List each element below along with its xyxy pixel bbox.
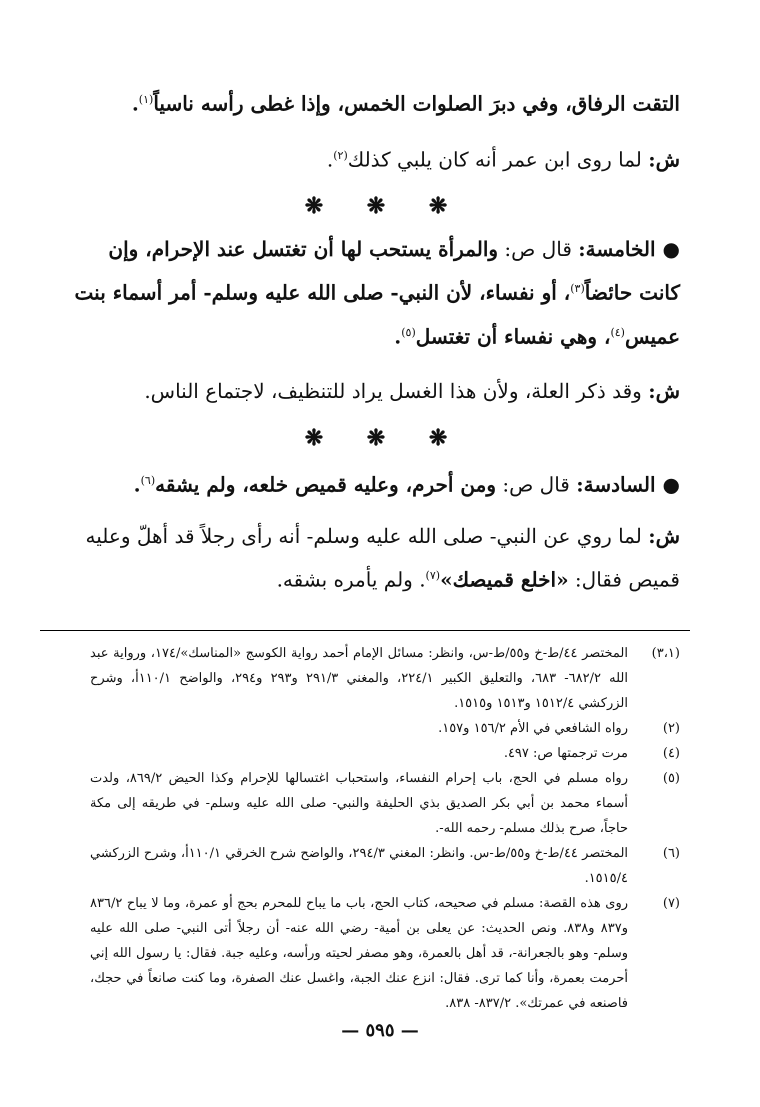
footnote-number: (٤) (662, 745, 680, 761)
commentary-text: لما روى ابن عمر أنه كان يلبي كذلك (347, 147, 649, 172)
footnote-text: روى هذه القصة: مسلم في صحيحه، كتاب الحج، باب ما يباح للمحرم بحج أو عمرة، وما لا يباح ٨٣٦/٢ و٨٣٧ و٨٣٨. ونص الحديث: عن يعلى بن أمية- رضي الله عنه- أن رجلاً أتى النبي- صلى الله عليه وسلم- وهو بالجعرانة-، قد أهل بالعمرة، وهو مصفر لحيته ورأسه، وعليه جبة. فقال: يا رسول الله إني أحرمت بعمرة، وأنا كما ترى. فقال: انزع عنك الجبة، واغسل عنك الصفرة، وما كنت صانعاً في حجك، فاصنعه في عمرتك». ٨٣٧/٢- ٨٣٨. (90, 895, 628, 1011)
footnote-number: (٧) (662, 895, 680, 911)
bullet-icon: ● (662, 472, 680, 497)
section-intro: قال ص: (498, 237, 579, 262)
section-label: الخامسة: (578, 237, 656, 262)
page-number: — ٥٩٥ — (341, 1020, 419, 1041)
footnote-ref: (٢) (333, 148, 348, 162)
section-sixth (90, 461, 680, 505)
period: . (131, 91, 139, 116)
footnote-number: (٥) (662, 770, 680, 786)
section-intro: قال ص: (496, 472, 577, 497)
footnote-text: مرت ترجمتها ص: ٤٩٧. (503, 745, 628, 761)
commentary-paragraph (90, 136, 680, 180)
footnote-text: رواه مسلم في الحج، باب إحرام النفساء، واستحباب اغتسالها للإحرام وكذا الحيض ٨٦٩/٢، ولدت أسماء محمد بن أبي بكر الصديق بذي الحليفة والنبي- صلى الله عليه وسلم- في طريقه إلى مكة حاجاً، صرح بذلك مسلم- رحمه الله-. (90, 770, 628, 836)
footnote-ref: (١) (138, 93, 154, 106)
line (90, 313, 680, 357)
text: قميص فقال: (568, 567, 680, 592)
footnote-divider (40, 630, 690, 631)
commentary-prefix: ش: (648, 378, 680, 403)
text: لما روي عن النبي- صلى الله عليه وسلم- أنه رأى رجلاً قد أهلّ وعليه (85, 524, 649, 549)
text: ، أو نفساء، لأن النبي- صلى الله عليه وسلم- أمر أسماء بنت (74, 280, 571, 305)
footnote-ref: (٥) (401, 325, 416, 339)
line (85, 516, 680, 556)
footnote-ref: (٣) (570, 282, 585, 296)
line (74, 269, 680, 313)
section-text: ومن أحرم، وعليه قميص خلعه، ولم يشقه (155, 472, 497, 497)
section-separator: ❋ ❋ ❋ (304, 193, 466, 220)
section-fifth (74, 229, 680, 356)
footnote-number: (٦) (662, 845, 680, 861)
hadith-quote: «اخلع قميصك» (440, 567, 569, 592)
footnote-text: المختصر ٤٤/ط-خ و٥٥/ط-س، وانظر: مسائل الإمام أحمد رواية الكوسج «المناسك»/١٧٤، ورواية عبد الله ٦٨٢/٢- ٦٨٣، والتعليق الكبير ٢٢٤/١، والمغني ٢٩١/٣ و٢٩٣ و٢٩٤، والواضح ١١٠/١أ، وشرح الزركشي ١٥١٢/٤ و١٥١٣ و١٥١٥. (90, 645, 628, 711)
line (90, 229, 680, 269)
footnote (90, 891, 680, 1016)
period: . (133, 472, 141, 497)
footnotes (90, 641, 680, 1016)
footnote (90, 641, 680, 716)
footnote-text: المختصر ٤٤/ط-خ و٥٥/ط-س. وانظر: المغني ٢٩٤/٣، والواضح شرح الخرقي ١١٠/١أ، وشرح الزركشي ١٥١٥/٤. (90, 845, 629, 886)
footnote-text: رواه الشافعي في الأم ١٥٦/٢ و١٥٧. (438, 720, 628, 736)
section-text: والمرأة يستحب لها أن تغتسل عند الإحرام، وإن (108, 237, 499, 262)
bullet-icon: ● (662, 237, 680, 262)
paragraph-continuation (90, 80, 680, 124)
footnote-number: (٢) (662, 720, 680, 736)
footnote-number: (٣،١) (651, 645, 680, 661)
period: . (394, 324, 402, 349)
text: كانت حائضاً (584, 280, 680, 305)
section-separator: ❋ ❋ ❋ (304, 424, 466, 451)
text: ، وهي نفساء أن تغتسل (415, 324, 611, 349)
commentary-paragraph (85, 516, 680, 600)
footnote (90, 716, 680, 741)
text: عميس (624, 324, 680, 349)
commentary-prefix: ش: (648, 147, 680, 172)
footnote-ref: (٤) (610, 325, 625, 339)
text: . ولم يأمره بشقه. (276, 567, 426, 592)
commentary-text: وقد ذكر العلة، ولأن هذا الغسل يراد للتنظيف، لاجتماع الناس. (144, 378, 649, 403)
commentary-prefix: ش: (648, 524, 680, 549)
footnote (90, 741, 680, 766)
footnote (90, 766, 680, 841)
footnote (90, 841, 680, 891)
paragraph-text: التقت الرفاق، وفي دبرَ الصلوات الخمس، وإذا غطى رأسه ناسياً (153, 91, 680, 116)
commentary-paragraph (90, 371, 680, 411)
line (90, 556, 680, 600)
page-body (74, 80, 680, 1016)
section-label: السادسة: (576, 472, 656, 497)
footnote-ref: (٦) (140, 473, 156, 487)
period: . (326, 147, 334, 172)
footnote-ref: (٧) (425, 569, 441, 583)
